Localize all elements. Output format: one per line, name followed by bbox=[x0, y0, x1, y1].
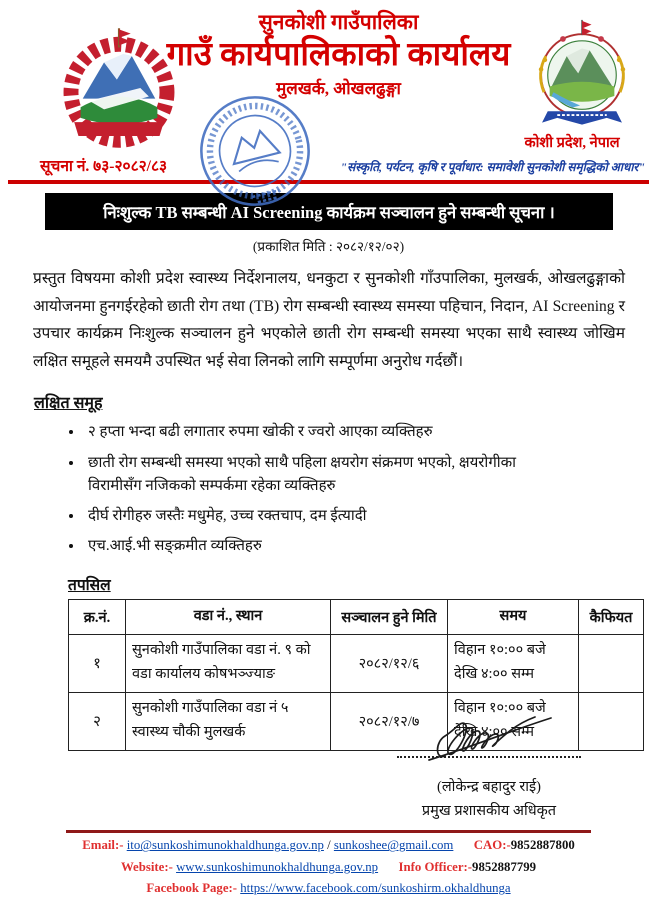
info-officer-label: Info Officer:- bbox=[398, 859, 473, 874]
municipality-name: सुनकोशी गाउँपालिका bbox=[258, 10, 419, 34]
signatory-name: (लोकेन्द्र बहादुर राई) bbox=[437, 779, 541, 795]
list-item: • छाती रोग सम्बन्धी समस्या भएको साथै पहिला क्षयरोग संक्रमण भएको, क्षयरोगीका विरामीसँग नजिकको सम्पर्कमा रहेका व्यक्तिहरु bbox=[84, 452, 558, 499]
column-header-date: सञ्चालन हुने मिति bbox=[331, 599, 448, 634]
column-header-place: वडा नं., स्थान bbox=[126, 599, 331, 634]
notice-number: सूचना नं. ७३-२०८२/८३ bbox=[40, 158, 168, 175]
notice-body-paragraph: प्रस्तुत विषयमा कोशी प्रदेश स्वास्थ्य निर्देशनालय, धनकुटा र सुनकोशी गाँउपालिका, मुलखर्क, ओखलढुङ्गाको आयोजनमा हुनगईरहेको छाती रोग तथा (TB) रोग सम्बन्धी स्वास्थ्य समस्या पहिचान, निदान, AI Screening र उपचार कार्यक्रम निःशुल्क सञ्चालन हुने भएकोले छाती रोग सम्बन्धी समस्या भएका साथै स्वास्थ्य जोखिम लक्षित समूहले समयमै उपस्थित भई सेवा लिनको लागि सम्पूर्णमा अनुरोध गर्दछौं। bbox=[33, 270, 625, 370]
facebook-label: Facebook Page:- bbox=[146, 881, 238, 896]
cao-phone: 9852887800 bbox=[510, 838, 575, 853]
column-header-sn: क्र.नं. bbox=[69, 599, 126, 634]
email-link-secondary[interactable]: sunkoshee@gmail.com bbox=[333, 838, 454, 853]
province-label: कोशी प्रदेश, नेपाल bbox=[524, 135, 620, 151]
table-header-row bbox=[69, 599, 644, 634]
list-item: • एच.आई.भी सङ्क्रमीत व्यक्तिहरु bbox=[84, 535, 558, 558]
cell-time: विहान १०:०० बजे देखि ४:०० सम्म bbox=[448, 692, 579, 750]
footer-line-website bbox=[0, 858, 657, 877]
column-header-remarks: कैफियत bbox=[579, 599, 644, 634]
letterhead bbox=[0, 0, 657, 184]
office-name: गाउँ कार्यपालिकाको कार्यालय bbox=[166, 37, 511, 74]
footer-line-facebook bbox=[0, 879, 657, 898]
cell-date: २०८२/१२/७ bbox=[331, 692, 448, 750]
schedule-heading: तपसिल bbox=[68, 576, 111, 594]
target-group-heading: लक्षित समूह bbox=[34, 395, 103, 413]
footer-divider bbox=[66, 830, 591, 833]
footer-line-email bbox=[0, 836, 657, 855]
cell-place: सुनकोशी गाउँपालिका वडा नं ५ स्वास्थ्य चौकी मुलखर्क bbox=[126, 692, 331, 750]
target-group-list bbox=[62, 421, 657, 558]
published-date: (प्रकाशित मिति : २०८२/१२/०२) bbox=[252, 239, 405, 254]
signatory-designation: प्रमुख प्रशासकीय अधिकृत bbox=[421, 803, 557, 819]
slogan-text: "संस्कृति, पर्यटन, कृषि र पूर्वाधार: समावेशी सुनकोशी समृद्धिको आधार" bbox=[340, 160, 645, 174]
cell-sn: १ bbox=[69, 634, 126, 692]
column-header-time: समय bbox=[448, 599, 579, 634]
list-item: • २ हप्ता भन्दा बढी लगातार रुपमा खोकी र ज्वरो आएका व्यक्तिहरु bbox=[84, 421, 558, 444]
signature-icon bbox=[411, 712, 567, 768]
email-separator: / bbox=[327, 838, 331, 853]
info-officer-phone: 9852887799 bbox=[472, 859, 537, 874]
website-link[interactable]: www.sunkoshimunokhaldhunga.gov.np bbox=[176, 859, 379, 874]
email-link-primary[interactable]: ito@sunkoshimunokhaldhunga.gov.np bbox=[126, 838, 324, 853]
cao-label: CAO:- bbox=[473, 838, 511, 853]
signature-block bbox=[389, 712, 589, 820]
cell-sn: २ bbox=[69, 692, 126, 750]
header-divider bbox=[8, 180, 649, 184]
municipality-emblem-logo bbox=[523, 18, 641, 136]
footer bbox=[0, 830, 657, 898]
cell-date: २०८२/१२/६ bbox=[331, 634, 448, 692]
office-address: मुलखर्क, ओखलढुङ्गा bbox=[276, 79, 401, 99]
website-label: Website:- bbox=[120, 859, 173, 874]
list-item: • दीर्घ रोगीहरु जस्तैः मधुमेह, उच्च रक्तचाप, दम ईत्यादी bbox=[84, 505, 558, 528]
cell-remarks bbox=[579, 634, 644, 692]
email-label: Email:- bbox=[82, 838, 124, 853]
notice-title-banner: निःशुल्क TB सम्बन्धी AI Screening कार्यक्रम सञ्चालन हुने सम्बन्धी सूचना । bbox=[45, 193, 613, 230]
cell-time: विहान १०:०० बजे देखि ४:०० सम्म bbox=[448, 634, 579, 692]
table-row bbox=[69, 634, 644, 692]
cell-place: सुनकोशी गाउँपालिका वडा नं. ९ को वडा कार्यालय कोषभञ्ज्याङ bbox=[126, 634, 331, 692]
facebook-link[interactable]: https://www.facebook.com/sunkoshirm.okhaldhunga bbox=[240, 881, 511, 896]
